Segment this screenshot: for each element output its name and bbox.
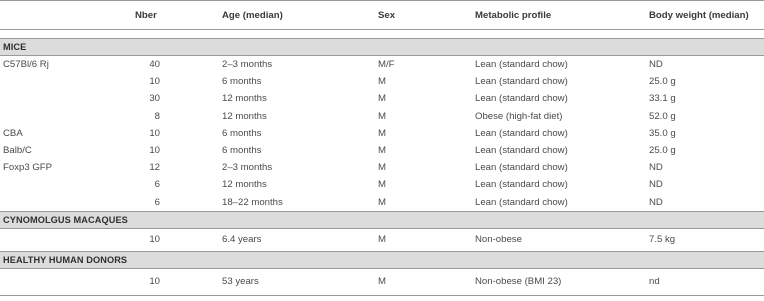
table-row <box>0 108 764 125</box>
cell-nber: 10 <box>149 127 160 139</box>
cell-metabolic: Lean (standard chow) <box>475 76 568 88</box>
table-row <box>0 228 764 251</box>
cell-nber: 10 <box>149 234 160 246</box>
cell-age: 18–22 months <box>222 196 283 208</box>
cell-name <box>0 108 104 125</box>
cell-name <box>0 194 104 212</box>
cell-nber: 10 <box>104 268 222 295</box>
cell-metabolic: Lean (standard chow) <box>475 162 568 174</box>
cell-body-weight: ND <box>649 162 663 174</box>
section-mice <box>0 39 764 56</box>
table-row <box>0 159 764 176</box>
cell-name <box>0 73 104 90</box>
cell-metabolic: Non-obese (BMI 23) <box>475 268 649 295</box>
cell-age: 2–3 months <box>222 59 273 71</box>
cell-metabolic: Lean (standard chow) <box>475 196 568 208</box>
cell-name: C57Bl/6 Rj <box>3 59 49 71</box>
cell-sex: M/F <box>378 59 395 71</box>
cell-nber: 30 <box>149 93 160 105</box>
cell-age: 6 months <box>222 76 262 88</box>
table-row <box>0 56 764 74</box>
cell-sex: M <box>378 110 386 122</box>
cell-metabolic: Lean (standard chow) <box>475 59 568 71</box>
header-metabolic-profile: Metabolic profile <box>475 1 649 30</box>
cell-sex: M <box>378 76 386 88</box>
cell-age: 2–3 months <box>222 162 273 174</box>
cell-age: 12 months <box>222 179 267 191</box>
cell-nber: 8 <box>154 110 160 122</box>
section-donors-rows <box>0 268 764 295</box>
cell-name <box>0 176 104 193</box>
cell-body-weight: ND <box>649 196 663 208</box>
cell-body-weight: 7.5 kg <box>649 234 676 246</box>
cell-nber: 40 <box>149 59 160 71</box>
cell-body-weight: 25.0 g <box>649 76 676 88</box>
cell-body-weight: 52.0 g <box>649 110 676 122</box>
cell-name: CBA <box>3 127 23 139</box>
section-cynomolgus-macaques <box>0 211 764 228</box>
cell-nber: 12 <box>149 162 160 174</box>
section-healthy-human-donors <box>0 251 764 268</box>
table-row <box>0 268 764 295</box>
section-macaques-rows <box>0 228 764 251</box>
cell-name: Foxp3 GFP <box>3 162 53 174</box>
section-title: MICE <box>0 39 764 56</box>
cell-sex: M <box>378 234 386 246</box>
cell-sex: M <box>378 93 386 105</box>
table-row <box>0 90 764 107</box>
cell-name <box>0 90 104 107</box>
cell-age: 12 months <box>222 110 267 122</box>
table-row <box>0 125 764 142</box>
cell-sex: M <box>378 268 475 295</box>
cell-sex: M <box>378 179 386 191</box>
table-row <box>0 73 764 90</box>
cell-metabolic: Lean (standard chow) <box>475 179 568 191</box>
cell-sex: M <box>378 145 386 157</box>
table-row <box>0 142 764 159</box>
cell-name <box>0 228 104 251</box>
table-row <box>0 194 764 212</box>
cell-metabolic: Lean (standard chow) <box>475 93 568 105</box>
cell-name <box>0 268 104 295</box>
header-sex: Sex <box>378 1 475 30</box>
cell-body-weight: 33.1 g <box>649 93 676 105</box>
cell-metabolic: Lean (standard chow) <box>475 145 568 157</box>
section-title: CYNOMOLGUS MACAQUES <box>0 211 764 228</box>
cell-age: 6 months <box>222 145 262 157</box>
cell-age: 6.4 years <box>222 234 262 246</box>
cell-sex: M <box>378 196 386 208</box>
cell-nber: 10 <box>149 145 160 157</box>
cell-age: 12 months <box>222 93 267 105</box>
cell-metabolic: Lean (standard chow) <box>475 127 568 139</box>
table-row <box>0 176 764 193</box>
cell-body-weight: 35.0 g <box>649 127 676 139</box>
section-mice-rows <box>0 56 764 212</box>
cell-sex: M <box>378 162 386 174</box>
cell-age: 53 years <box>222 268 378 295</box>
cell-nber: 6 <box>154 196 160 208</box>
header-nber: Nber <box>104 1 222 30</box>
cell-metabolic: Non-obese <box>475 234 522 246</box>
cell-nber: 6 <box>154 179 160 191</box>
section-title: HEALTHY HUMAN DONORS <box>0 251 764 268</box>
header-spacer <box>0 30 764 39</box>
cell-nber: 10 <box>149 76 160 88</box>
cell-sex: M <box>378 127 386 139</box>
cell-body-weight: nd <box>649 268 764 295</box>
cell-body-weight: ND <box>649 59 663 71</box>
cell-name: Balb/C <box>3 145 32 157</box>
header-body-weight: Body weight (median) <box>649 1 764 30</box>
header-age: Age (median) <box>222 1 378 30</box>
cell-body-weight: 25.0 g <box>649 145 676 157</box>
cell-age: 6 months <box>222 127 262 139</box>
header-name <box>0 1 104 30</box>
cell-body-weight: ND <box>649 179 663 191</box>
table-header <box>0 1 764 30</box>
cell-metabolic: Obese (high-fat diet) <box>475 110 563 122</box>
header-row <box>0 1 764 30</box>
